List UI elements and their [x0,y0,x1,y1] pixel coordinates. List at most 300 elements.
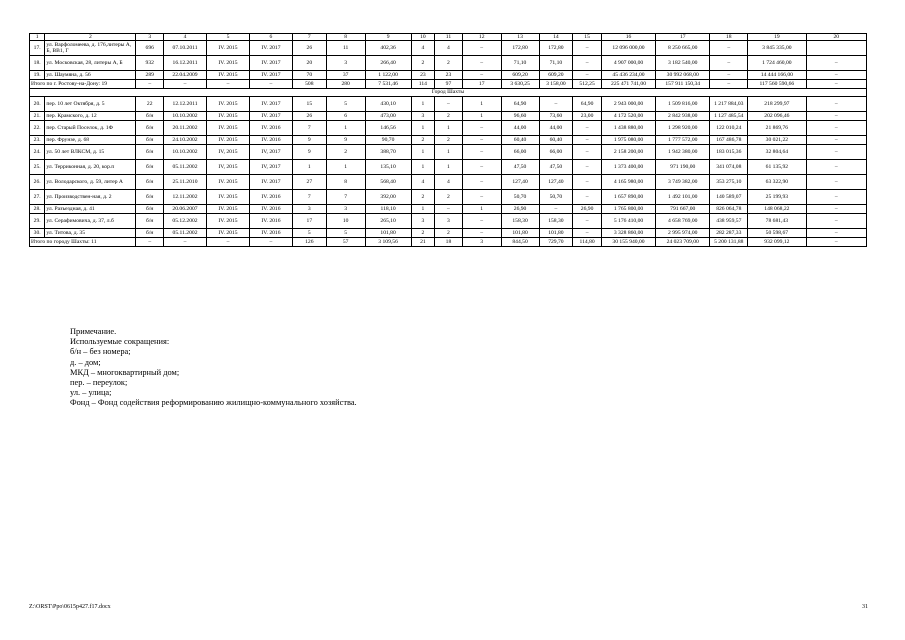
column-number: 12 [462,34,501,41]
table-cell: 729,70 [539,237,573,246]
table-cell: – [164,80,207,89]
table-cell: 392,00 [365,189,411,204]
table-cell: б/н [136,189,164,204]
table-cell: IV. 2015 [207,228,250,237]
table-cell: – [207,80,250,89]
table-cell: 1 [462,111,501,120]
table-cell: – [462,159,501,174]
table-cell: 101,80 [501,228,539,237]
table-cell: 3 [326,56,365,71]
table-cell: 609,20 [539,71,573,80]
file-path-footer: Z:\ORST\Ppo\0615p427.f17.docx [29,604,111,610]
note-line: пер. – переулок; [70,378,128,388]
table-cell: IV. 2017 [249,111,292,120]
table-cell: – [136,80,164,89]
table-cell: – [710,41,748,56]
table-cell: ул. Шаумяна, д. 56 [45,71,136,80]
table-cell: 20 [292,56,326,71]
table-cell: 30 155 940,00 [601,237,655,246]
table-cell: 29. [30,213,45,228]
table-cell: 1 [411,144,435,159]
table-cell: 5 [292,228,326,237]
table-cell: 1 975 080,00 [601,135,655,144]
table-cell: – [573,213,602,228]
table-cell: 2 [435,135,463,144]
table-cell: – [806,96,866,111]
table-cell: 609,20 [501,71,539,80]
table-cell: 826 064,78 [710,204,748,213]
table-cell: ул. Разъездная, д. 41 [45,204,136,213]
table-cell: 32 804,64 [748,144,806,159]
table-cell: 8 250 665,00 [656,41,710,56]
table-cell: 2 158 200,00 [601,144,655,159]
note-line: Используемые сокращения: [70,337,170,347]
table-cell: IV. 2015 [207,204,250,213]
table-cell: 16.12.2011 [164,56,207,71]
table-cell: 15 [292,96,326,111]
table-cell: 117 560 590,66 [748,80,806,89]
table-cell: IV, 2015 [207,159,250,174]
table-cell: 183 015,36 [710,144,748,159]
table-cell: 2 [411,228,435,237]
table-cell: 3 [326,204,365,213]
table-cell: 05.11.2002 [164,228,207,237]
table-cell: 341 074,08 [710,159,748,174]
column-number: 1 [30,34,45,41]
table-cell: – [573,174,602,189]
table-cell: 3 [411,213,435,228]
table-cell: 63 322,90 [748,174,806,189]
table-cell: 4 [411,41,435,56]
table-cell: – [164,237,207,246]
table-cell: 64,90 [573,96,602,111]
note-line: б/н – без номера; [70,347,131,357]
table-cell: IV. 2016 [249,135,292,144]
table-cell: 158,30 [539,213,573,228]
table-cell: ул. Производствен-ная, д. 2 [45,189,136,204]
table-cell: 932 [136,56,164,71]
table-cell: 3 328 860,00 [601,228,655,237]
table-cell: – [249,80,292,89]
table-cell: 3 109,56 [365,237,411,246]
table-cell: 218 299,97 [748,96,806,111]
column-number: 7 [292,34,326,41]
note-line: МКД – многоквартирный дом; [70,367,180,377]
table-cell: 66,00 [539,144,573,159]
table-cell: 26. [30,174,45,189]
column-number: 9 [365,34,411,41]
table-cell: 24.10.2002 [164,135,207,144]
table-cell: 932 099,12 [748,237,806,246]
table-cell: 1 777 572,00 [656,135,710,144]
table-cell: 791 667,00 [656,204,710,213]
table-cell: 157 911 150,34 [656,80,710,89]
table-cell: 289 [136,71,164,80]
table-cell: 2 943 000,00 [601,96,655,111]
table-cell: 3 [462,237,501,246]
table-cell: 18 [435,237,463,246]
column-number: 13 [501,34,539,41]
table-cell: – [207,237,250,246]
table-cell: 22 [136,96,164,111]
table-cell: 3 158,00 [539,80,573,89]
table-cell: IV. 2016 [249,204,292,213]
table-cell: 10.10.2002 [164,111,207,120]
table-cell: 2 [411,56,435,71]
table-cell: 1 [411,159,435,174]
table-cell: – [573,144,602,159]
table-cell: 3 [292,204,326,213]
table-cell: IV. 2017 [249,71,292,80]
table-row [30,71,867,80]
table-cell: 50,70 [539,189,573,204]
table-cell: 23,00 [573,111,602,120]
table-cell: 3 630,25 [501,80,539,89]
column-number: 5 [207,34,250,41]
table-cell: 1 298 920,00 [656,120,710,135]
table-cell: 4 [435,174,463,189]
table-cell: Итого по г. Ростову-на-Дону: 19 [30,80,136,89]
table-cell: 26,90 [573,204,602,213]
table-cell: – [249,237,292,246]
column-number: 17 [656,34,710,41]
table-cell: 1 [435,120,463,135]
table-cell: – [573,189,602,204]
table-row [30,189,867,204]
table-cell: 12.11.2002 [164,189,207,204]
table-cell: 07.10.2011 [164,41,207,56]
table-cell: 17 [292,213,326,228]
table-cell: IV. 2015 [207,120,250,135]
column-number: 2 [45,34,136,41]
table-cell: IV. 2015 [207,189,250,204]
table-cell: – [462,120,501,135]
table-cell: 3 749 382,00 [656,174,710,189]
table-cell: 146,56 [365,120,411,135]
table-cell: 388,70 [365,144,411,159]
table-cell: IV. 2015 [207,41,250,56]
table-cell: 44,00 [539,120,573,135]
table-cell: 1 942 380,00 [656,144,710,159]
table-row [30,96,867,111]
table-cell: 18. [30,56,45,71]
table-cell: 27 [292,174,326,189]
table-cell: 25 199,93 [748,189,806,204]
table-cell: 1 [411,204,435,213]
table-cell: – [539,96,573,111]
table-cell: 21. [30,111,45,120]
notes-block [70,327,357,409]
table-cell: 30 021,22 [748,135,806,144]
table-cell: 1 509 816,00 [656,96,710,111]
city-section-row [30,89,867,96]
table-cell: 61 135,92 [748,159,806,174]
table-cell: – [435,96,463,111]
table-cell: IV, 2017 [249,159,292,174]
column-number: 14 [539,34,573,41]
table-cell: IV. 2015 [207,213,250,228]
table-cell: 135,10 [365,159,411,174]
table-cell: ул. Терриконная, д. 20, кор.п [45,159,136,174]
table-cell [806,41,866,56]
table-cell: IV. 2015 [207,174,250,189]
column-number: 6 [249,34,292,41]
table-cell: – [710,80,748,89]
table-cell: – [462,41,501,56]
table-cell: 1 [462,96,501,111]
table-cell: 282 287,33 [710,228,748,237]
table-row [30,111,867,120]
table-cell: 21 [411,237,435,246]
table-cell: – [573,56,602,71]
table-cell: 20.06.2007 [164,204,207,213]
table-cell: 1 657 890,00 [601,189,655,204]
registry-table-body [30,34,867,247]
table-cell: 971 190,00 [656,159,710,174]
table-cell: 172,80 [501,41,539,56]
table-cell: 8 [326,174,365,189]
table-cell: IV. 2017 [249,174,292,189]
table-cell: – [573,71,602,80]
table-cell: б/н [136,213,164,228]
table-cell: 1 492 101,00 [656,189,710,204]
table-cell: 9 [292,144,326,159]
table-cell: 127,40 [539,174,573,189]
table-cell: 64,90 [501,96,539,111]
table-cell: – [462,189,501,204]
table-cell: 5 176 410,00 [601,213,655,228]
table-cell: 9 [292,135,326,144]
table-cell: IV. 2016 [249,120,292,135]
table-cell: 4 [411,174,435,189]
table-cell: IV. 2016 [249,189,292,204]
table-cell: 17 [462,80,501,89]
table-cell: 140 589,07 [710,189,748,204]
table-cell: 5 200 131,88 [710,237,748,246]
table-cell: 25. [30,159,45,174]
table-cell: 101,80 [539,228,573,237]
table-cell: 44,00 [501,120,539,135]
table-cell: – [136,237,164,246]
table-cell: 4 907 000,00 [601,56,655,71]
table-cell: 1 [326,120,365,135]
table-cell: 71,10 [539,56,573,71]
table-cell: – [462,228,501,237]
table-cell: 10.10.2002 [164,144,207,159]
table-cell: – [806,120,866,135]
table-cell: пер. 10 лет Октября, д. 5 [45,96,136,111]
table-cell: б/н [136,159,164,174]
table-cell: 696 [136,41,164,56]
table-cell: 1 122,00 [365,71,411,80]
table-row [30,159,867,174]
column-numbers-row [30,34,867,41]
table-cell: 90,70 [365,135,411,144]
table-row [30,41,867,56]
table-cell: 2 842 938,00 [656,111,710,120]
table-cell: 60,40 [539,135,573,144]
table-cell: 438 959,57 [710,213,748,228]
table-cell: – [462,135,501,144]
table-cell: 473,00 [365,111,411,120]
table-cell: 2 [411,135,435,144]
table-cell: 05.11.2002 [164,159,207,174]
table-cell: 148 068,22 [748,204,806,213]
table-row [30,213,867,228]
table-row [30,204,867,213]
column-number: 15 [573,34,602,41]
table-cell: IV. 2015 [207,135,250,144]
table-cell: 101,80 [365,228,411,237]
table-cell: 568,40 [365,174,411,189]
table-cell: 1 127 485,54 [710,111,748,120]
table-cell: IV. 2015 [207,56,250,71]
table-cell: – [462,174,501,189]
table-cell: пер. Старый Поселок, д. 1Ф [45,120,136,135]
table-cell: 27. [30,189,45,204]
table-cell: IV. 2015 [207,71,250,80]
table-cell: 1 [462,204,501,213]
column-number: 11 [435,34,463,41]
table-cell: 4 165 980,00 [601,174,655,189]
table-cell: 280 [326,80,365,89]
table-cell: ул. Серафимовича, д. 37, л.б [45,213,136,228]
column-number: 19 [748,34,806,41]
table-cell: б/н [136,228,164,237]
table-cell: – [573,120,602,135]
table-cell: пер. Крамского, д. 12 [45,111,136,120]
table-cell: – [806,174,866,189]
table-cell: 127,40 [501,174,539,189]
table-cell: 3 [411,111,435,120]
table-cell: – [573,41,602,56]
table-cell: 1 [435,144,463,159]
table-cell: – [806,213,866,228]
table-cell: пер. Фрунзе, д. 68 [45,135,136,144]
note-line: ул. – улица; [70,388,112,398]
city-section-title: Город Шахты [30,89,867,96]
table-cell: 05.12.2002 [164,213,207,228]
column-number: 4 [164,34,207,41]
table-cell: 24 023 709,00 [656,237,710,246]
table-cell: 6 [326,111,365,120]
table-cell: – [806,144,866,159]
table-cell: 202 096,46 [748,111,806,120]
column-number: 16 [601,34,655,41]
table-cell: 114 [411,80,435,89]
table-cell: 225 471 741,00 [601,80,655,89]
table-cell: 7 [292,120,326,135]
table-cell: – [573,159,602,174]
table-cell: 14 444 166,00 [748,71,806,80]
table-cell: 1 [411,120,435,135]
table-cell: – [806,228,866,237]
table-cell: 1 724 460,00 [748,56,806,71]
table-cell: – [710,56,748,71]
table-cell: – [710,71,748,80]
table-cell: IV, 2015 [207,144,250,159]
table-cell: б/н [136,174,164,189]
table-cell: 2 [435,56,463,71]
table-cell: 3 182 540,00 [656,56,710,71]
table-cell: – [539,204,573,213]
column-number: 10 [411,34,435,41]
table-cell: 1 [411,96,435,111]
table-cell: IV. 2015 [207,111,250,120]
table-cell: – [806,135,866,144]
table-cell: 47,50 [539,159,573,174]
table-cell: IV. 2016 [249,213,292,228]
table-cell: 508 [292,80,326,89]
page-number: 31 [862,604,868,610]
table-cell: 2 [435,228,463,237]
table-cell: б/н [136,111,164,120]
table-cell: ул. Володарского, д. 59, литер А [45,174,136,189]
table-cell: 844,50 [501,237,539,246]
table-cell: 167 486,78 [710,135,748,144]
table-cell: 5 [326,96,365,111]
table-cell: – [806,111,866,120]
table-cell: 126 [292,237,326,246]
table-row [30,144,867,159]
note-line: д. – дом; [70,357,101,367]
column-number: 8 [326,34,365,41]
table-cell: 70 [292,71,326,80]
table-cell: ул. Московская, 28, литеры А, Б [45,56,136,71]
table-cell: 66,00 [501,144,539,159]
table-cell: 11 [326,41,365,56]
table-cell: 4 [435,41,463,56]
table-cell: 57 [326,237,365,246]
table-cell: IV. 2017 [249,56,292,71]
table-cell: – [573,228,602,237]
table-cell: 7 [292,189,326,204]
table-cell: 24. [30,144,45,159]
table-cell: б/н [136,120,164,135]
table-cell: 1 438 880,00 [601,120,655,135]
table-cell: – [435,204,463,213]
table-cell: 45 436 234,00 [601,71,655,80]
table-cell: 28. [30,204,45,213]
table-cell: – [806,189,866,204]
table-cell: 2 [411,189,435,204]
table-cell: 158,30 [501,213,539,228]
table-cell: – [462,56,501,71]
total-row [30,80,867,89]
table-cell: б/н [136,135,164,144]
table-row [30,56,867,71]
total-row [30,237,867,246]
table-cell: 1 217 884,03 [710,96,748,111]
table-cell: 1 373 400,00 [601,159,655,174]
table-cell: 172,80 [539,41,573,56]
table-cell: – [806,71,866,80]
table-cell: 97 [435,80,463,89]
table-cell: 118,10 [365,204,411,213]
table-cell: 26 [292,111,326,120]
table-cell: Итого по городу Шахты: 11 [30,237,136,246]
table-cell: 50,70 [501,189,539,204]
table-cell: 4 172 520,00 [601,111,655,120]
table-cell: 4 658 769,00 [656,213,710,228]
table-cell: 7 531,46 [365,80,411,89]
table-cell: б/н [136,204,164,213]
table-cell: 10 [326,213,365,228]
table-cell: 9 [326,135,365,144]
table-cell: 2 [435,189,463,204]
table-cell: 114,80 [573,237,602,246]
table-cell: 73,60 [539,111,573,120]
